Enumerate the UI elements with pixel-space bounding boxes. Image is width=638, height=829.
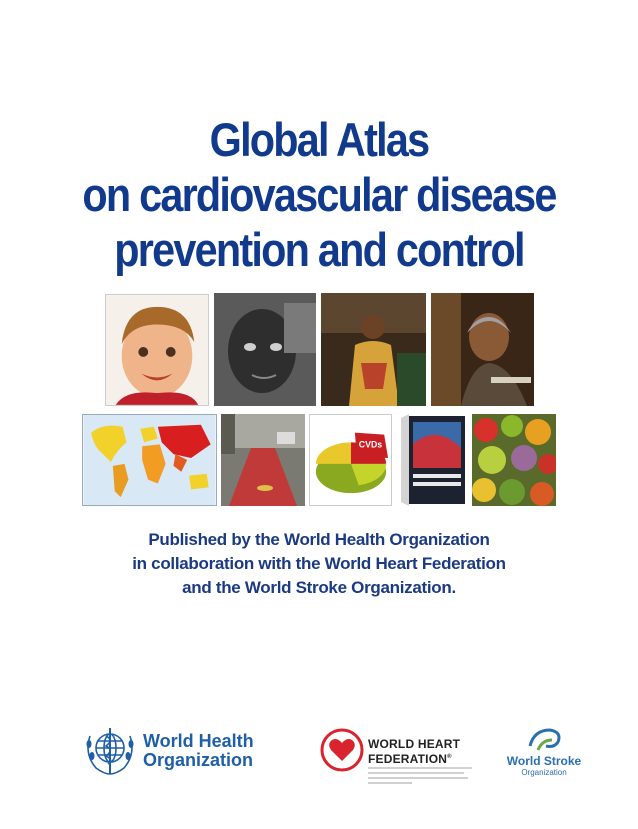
- photo-poster-stand: [397, 414, 469, 506]
- whf-name-line-1: WORLD HEART: [368, 737, 461, 751]
- photo-fruits-vegetables: [472, 414, 556, 506]
- publisher-statement: [0, 528, 638, 600]
- who-name-line-2: Organization: [143, 750, 254, 770]
- photo-woman-market: [321, 293, 426, 406]
- who-logo-text: [143, 732, 254, 770]
- title-line-2: on cardiovascular disease: [82, 168, 556, 221]
- pie-chart-label: CVDs: [358, 439, 383, 450]
- photo-street-bike-lane: [221, 414, 305, 506]
- photo-child-bw: [214, 293, 316, 406]
- who-emblem-icon: [80, 724, 140, 778]
- photo-elderly-man: [431, 293, 534, 406]
- whf-heart-icon: [320, 728, 364, 772]
- cover-title: [38, 112, 599, 277]
- whf-registered-mark: ®: [447, 754, 452, 760]
- who-name-line-1: World Health: [143, 731, 254, 751]
- whf-name-line-2: FEDERATION: [368, 752, 448, 766]
- whf-fine-print-graphic: [368, 767, 476, 787]
- wso-name-line-1: World Stroke: [506, 754, 582, 768]
- wso-swoosh-icon: [524, 726, 564, 754]
- pie-chart-image: [309, 414, 392, 506]
- publisher-line-3: and the World Stroke Organization.: [182, 578, 456, 597]
- title-line-3: prevention and control: [114, 223, 524, 276]
- title-line-1: Global Atlas: [209, 113, 429, 166]
- publisher-line-1: Published by the World Health Organization: [148, 530, 490, 549]
- publisher-line-2: in collaboration with the World Heart Federation: [132, 554, 506, 573]
- wso-name-line-2: Organization: [521, 768, 567, 777]
- world-map-image: [82, 414, 217, 506]
- photo-child-smiling: [105, 294, 209, 406]
- whf-logo-text: [368, 738, 460, 766]
